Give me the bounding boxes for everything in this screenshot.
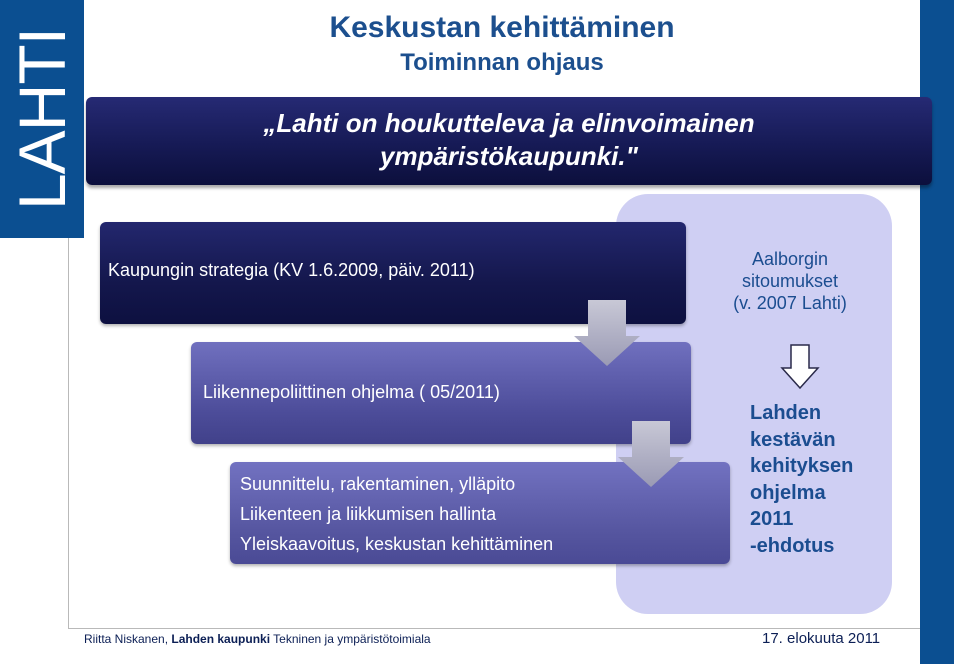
sustainability-program	[750, 400, 880, 559]
logo-bar	[0, 0, 84, 238]
aalborg-line-3: (v. 2007 Lahti)	[733, 293, 847, 313]
traffic-policy-text: Liikennepoliittinen ohjelma ( 05/2011)	[203, 382, 500, 402]
aalborg-commitments	[690, 248, 890, 314]
down-arrow-icon	[572, 298, 642, 368]
title-main: Keskustan kehittäminen	[329, 11, 675, 44]
footer-org: Lahden kaupunki	[171, 632, 271, 646]
program-line: kestävän	[750, 428, 836, 451]
down-arrow-icon	[616, 419, 686, 489]
footer-author: Riitta Niskanen,	[84, 632, 172, 646]
task-item-traffic-management: Liikenteen ja liikkumisen hallinta	[240, 504, 497, 524]
strategy-text: Kaupungin strategia (KV 1.6.2009, päiv. 2011)	[108, 260, 475, 280]
task-item-planning: Suunnittelu, rakentaminen, ylläpito	[240, 474, 516, 494]
frame-line-left	[68, 238, 69, 628]
program-line: -ehdotus	[750, 534, 835, 557]
program-line: kehityksen	[750, 455, 854, 477]
program-line: 2011	[750, 508, 794, 530]
vision-line-2: ympäristökaupunki."	[380, 141, 638, 171]
vision-line-1: „Lahti on houkutteleva ja elinvoimainen	[263, 108, 755, 138]
lahti-logo: LAHTI	[5, 27, 79, 211]
outline-down-arrow-icon	[780, 344, 820, 390]
footer-dept: Tekninen ja ympäristötoimiala	[270, 632, 431, 646]
footer-date: 17. elokuuta 2011	[762, 630, 881, 647]
program-line: ohjelma	[750, 481, 826, 504]
title-sub: Toiminnan ohjaus	[400, 49, 604, 76]
vision-box	[86, 97, 932, 185]
program-line: Lahden	[750, 402, 822, 424]
footer-divider	[68, 628, 920, 629]
aalborg-line-1: Aalborgin	[751, 249, 829, 269]
slide-title	[84, 8, 920, 78]
aalborg-line-2: sitoumukset	[741, 271, 839, 291]
task-item-master-planning: Yleiskaavoitus, keskustan kehittäminen	[240, 534, 554, 554]
footer-credits	[84, 632, 431, 646]
